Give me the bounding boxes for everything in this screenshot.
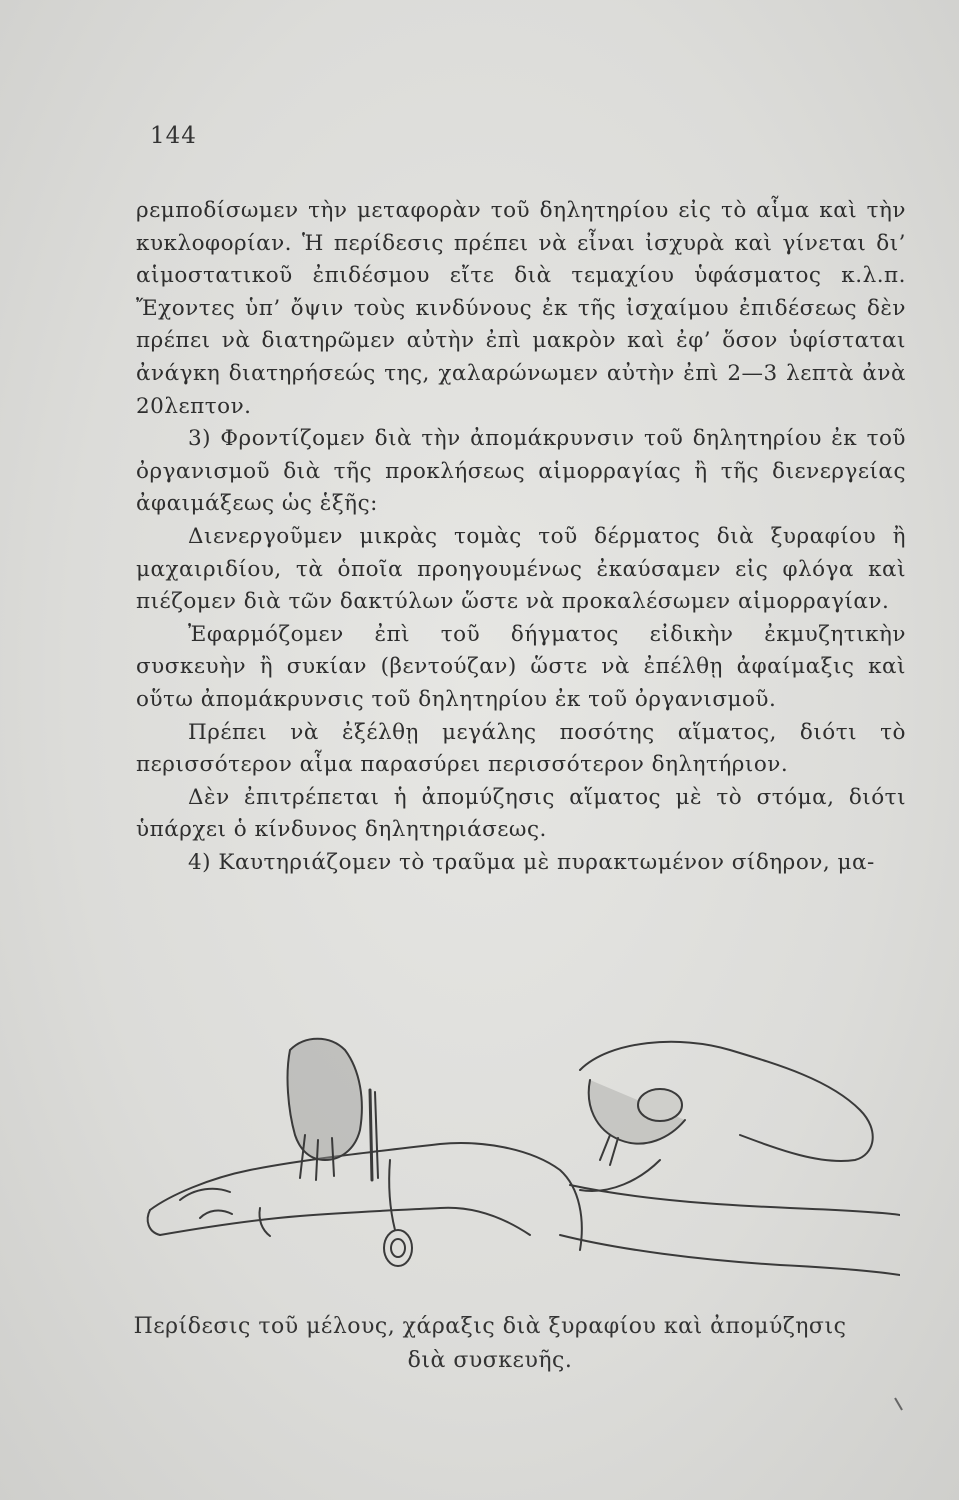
caption-line-1: Περίδεσις τοῦ μέλους, χάραξις διὰ ξυραφίου καὶ ἀπομύζησις [133,1314,847,1339]
caption-line-2: διὰ συσκευῆς. [407,1348,573,1373]
paragraph-suction-device: Ἐφαρμόζομεν ἐπὶ τοῦ δήγματος εἰδικὴν ἐκμυζητικὴν συσκευὴν ἢ συκίαν (βεντούζαν) ὥστε νὰ ἐπέλθῃ ἀφαίμαξις καὶ οὕτω ἀπομάκρυνσις τοῦ δηλητηρίου ἐκ τοῦ ὀργανισμοῦ. [136,621,906,712]
paragraph-no-mouth-suction: Δὲν ἐπιτρέπεται ἡ ἀπομύζησις αἵματος μὲ τὸ στόμα, διότι ὑπάρχει ὁ κίνδυνος δηλητηριάσεως. [136,784,906,843]
paragraph-step-4: 4) Καυτηριάζομεν τὸ τραῦμα μὲ πυρακτωμένον σίδηρον, μα- [188,849,875,875]
suction-device-drawing [560,1042,900,1275]
tourniquet-drawing [384,1160,412,1266]
paragraph-continuation: ρεμποδίσωμεν τὴν μεταφορὰν τοῦ δηλητηρίου εἰς τὸ αἷμα καὶ τὴν κυκλοφορίαν. Ἡ περίδεσις πρέπει νὰ εἶναι ἰσχυρὰ καὶ γίνεται δι’ αἱμοστατικοῦ ἐπιδέσμου εἴτε διὰ τεμαχίου ὑφάσματος κ.λ.π. Ἔχοντες ὑπ’ ὄψιν τοὺς κινδύνους ἐκ τῆς ἰσχαίμου ἐπιδέσεως δὲν πρέπει νὰ διατηρῶμεν αὐτὴν ἐπὶ μακρὸν καὶ ἐφ’ ὅσον ὑφίσταται ἀνάγκη διατηρήσεώς της, χαλαρώνωμεν αὐτὴν ἐπὶ 2—3 λεπτὰ ἀνὰ 20λεπτον. [136,198,906,419]
arm-with-tourniquet-drawing [148,1143,582,1250]
paragraph-incisions: Διενεργοῦμεν μικρὰς τομὰς τοῦ δέρματος διὰ ξυραφίου ἢ μαχαιριδίου, τὰ ὁποῖα προηγουμένως ἐκαύσαμεν εἰς φλόγα καὶ πιέζομεν διὰ τῶν δακτύλων ὥστε νὰ προκαλέσωμεν αἱμορραγίαν. [136,523,906,615]
body-text [136,195,906,879]
figure-caption [110,1310,870,1378]
paragraph-step-3: 3) Φροντίζομεν διὰ τὴν ἀπομάκρυνσιν τοῦ δηλητηρίου ἐκ τοῦ ὀργανισμοῦ διὰ τῆς προκλήσεως αἱμορραγίας ἢ τῆς διενεργείας ἀφαιμάξεως ὡς ἑξῆς: [136,426,906,517]
hand-with-razor-drawing [288,1039,378,1180]
page-number: 144 [150,123,197,149]
illustration [140,1010,900,1285]
paragraph-blood-quantity: Πρέπει νὰ ἐξέλθῃ μεγάλης ποσότης αἵματος, διότι τὸ περισσότερον αἷμα παρασύρει περισσότερον δηλητήριον. [136,719,906,778]
margin-mark [894,1393,910,1410]
illustration-drawing [140,1010,900,1285]
